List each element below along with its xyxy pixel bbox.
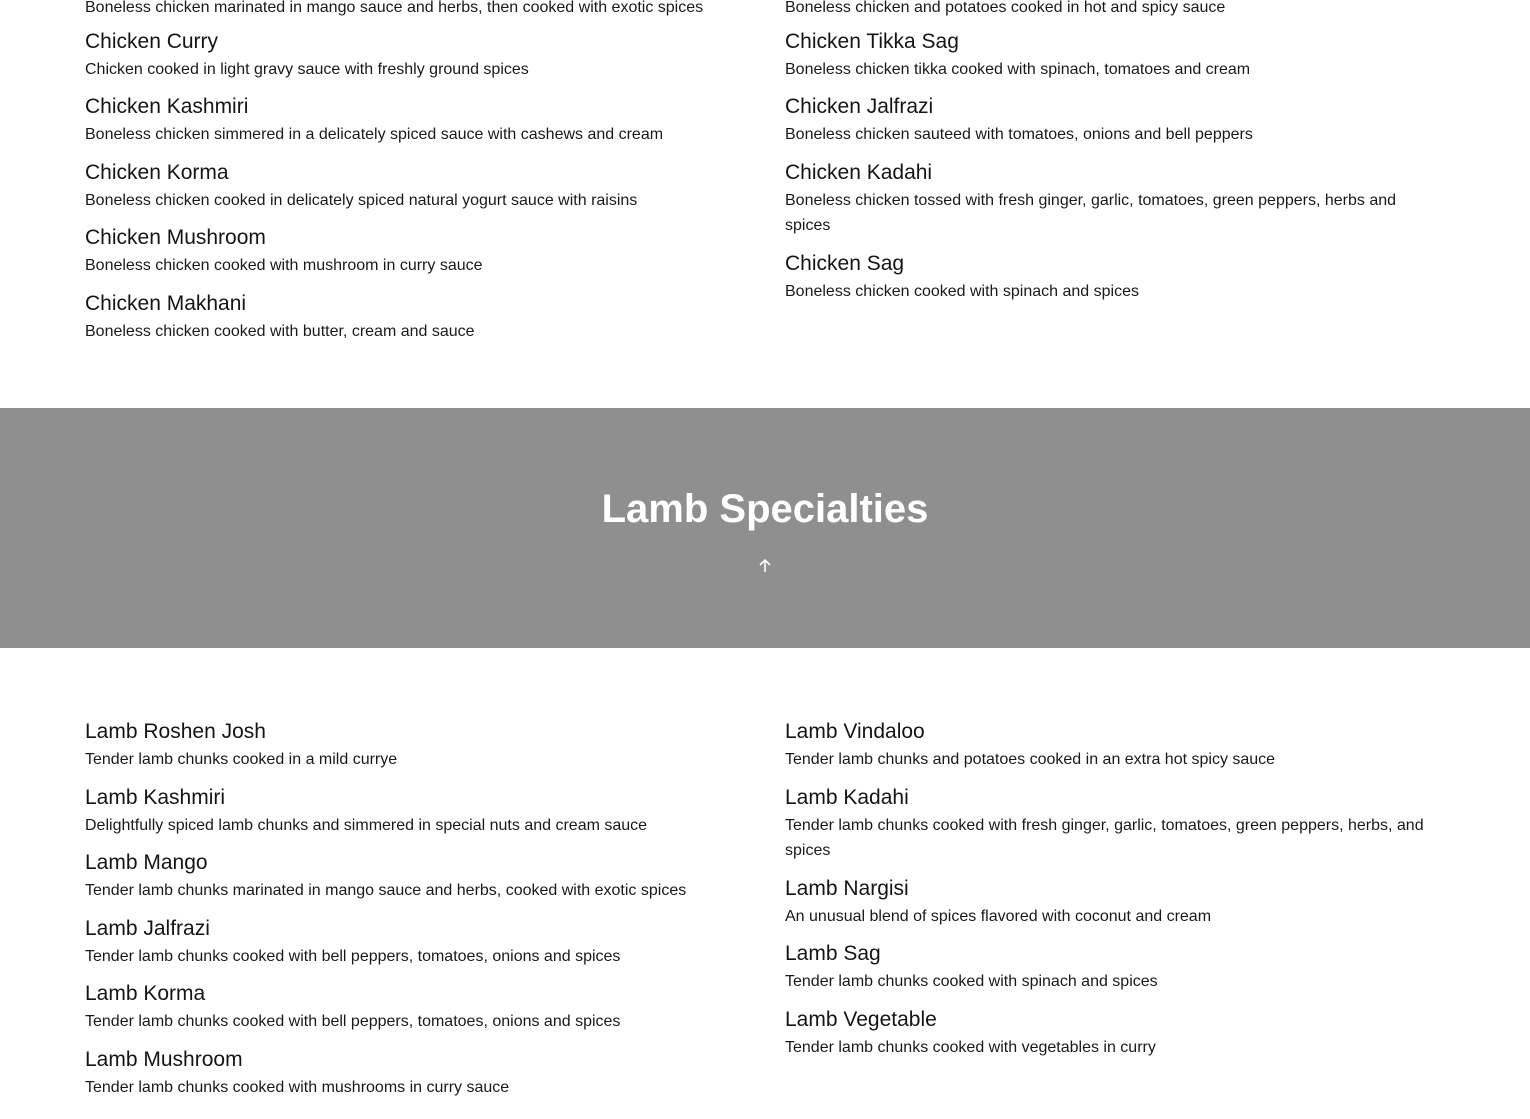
menu-item — [785, 875, 1445, 930]
chicken-specialties-section — [0, 0, 1530, 355]
menu-item — [785, 784, 1445, 864]
menu-item-description: Chicken cooked in light gravy sauce with freshly ground spices — [85, 60, 529, 78]
menu-item-description: Tender lamb chunks cooked with bell peppers, tomatoes, onions and spices — [85, 947, 621, 965]
section-title: Lamb Specialties — [601, 487, 929, 531]
menu-item — [785, 1006, 1445, 1061]
menu-item-name: Chicken Sag — [785, 251, 905, 275]
menu-item — [785, 940, 1445, 995]
menu-item-description: Tender lamb chunks cooked with mushrooms in curry sauce — [85, 1078, 510, 1096]
chicken-menu-columns — [0, 0, 1530, 355]
menu-item-description: Tender lamb chunks cooked with fresh ginger, garlic, tomatoes, green peppers, herbs, and spices — [785, 816, 1424, 859]
menu-item-name: Chicken Mushroom — [85, 226, 266, 249]
menu-item — [85, 93, 785, 148]
menu-item — [85, 849, 785, 904]
lamb-specialties-banner — [0, 408, 1530, 648]
lamb-left-column — [85, 718, 785, 1111]
menu-item-name: Chicken Jalfrazi — [785, 95, 934, 118]
menu-item-description: Tender lamb chunks cooked with bell peppers, tomatoes, onions and spices — [85, 1013, 621, 1030]
menu-item — [785, 28, 1445, 83]
menu-item-name: Lamb Mango — [85, 851, 208, 874]
menu-item-name: Chicken Curry — [85, 29, 219, 53]
menu-item-name: Chicken Korma — [85, 160, 229, 184]
menu-item-name: Chicken Kashmiri — [85, 95, 249, 118]
menu-item-name: Lamb Nargisi — [785, 876, 909, 900]
menu-item — [785, 159, 1445, 239]
menu-item — [85, 784, 785, 839]
menu-item-description: Boneless chicken and potatoes cooked in hot and spicy sauce — [785, 0, 1226, 16]
menu-item-name: Lamb Jalfrazi — [85, 916, 210, 940]
chicken-right-column — [785, 0, 1445, 355]
menu-item-description: An unusual blend of spices flavored with coconut and cream — [785, 907, 1212, 925]
menu-item-name: Chicken Makhani — [85, 291, 247, 315]
menu-item — [85, 718, 785, 773]
menu-item-name: Lamb Korma — [85, 982, 206, 1005]
menu-item-name: Lamb Kadahi — [785, 785, 909, 809]
menu-item-description: Boneless chicken cooked with butter, cream and sauce — [85, 322, 475, 340]
menu-item-description: Tender lamb chunks cooked with vegetables in curry — [785, 1038, 1156, 1056]
menu-item-description: Tender lamb chunks and potatoes cooked in an extra hot spicy sauce — [785, 751, 1276, 768]
menu-item-description: Boneless chicken marinated in mango sauce and herbs, then cooked with exotic spices — [85, 0, 704, 16]
menu-item — [85, 159, 785, 214]
menu-item — [785, 93, 1445, 148]
menu-item-name: Lamb Kashmiri — [85, 785, 226, 809]
menu-item-description: Boneless chicken cooked with mushroom in curry sauce — [85, 257, 483, 274]
menu-item — [785, 718, 1445, 773]
menu-item-name: Chicken Tikka Sag — [785, 29, 959, 53]
menu-item — [85, 290, 785, 345]
menu-item-description: Boneless chicken tossed with fresh ginger, garlic, tomatoes, green peppers, herbs and spices — [785, 191, 1397, 234]
arrow-up-icon[interactable] — [755, 556, 775, 576]
menu-item-description: Boneless chicken cooked with spinach and spices — [785, 282, 1139, 300]
menu-item — [785, 250, 1445, 305]
menu-item — [85, 915, 785, 970]
menu-item-name: Lamb Mushroom — [85, 1047, 243, 1071]
menu-item-name: Lamb Vegetable — [785, 1007, 937, 1031]
menu-item-description: Boneless chicken sauteed with tomatoes, onions and bell peppers — [785, 126, 1253, 143]
lamb-menu-columns — [0, 718, 1530, 1111]
menu-item-description: Delightfully spiced lamb chunks and simmered in special nuts and cream sauce — [85, 816, 648, 834]
menu-item — [85, 1046, 785, 1101]
lamb-specialties-section — [0, 718, 1530, 1111]
menu-item-name: Chicken Kadahi — [785, 160, 933, 184]
menu-item — [85, 224, 785, 279]
menu-item-description: Tender lamb chunks marinated in mango sauce and herbs, cooked with exotic spices — [85, 882, 687, 899]
lamb-right-column — [785, 718, 1445, 1111]
menu-item-description: Boneless chicken cooked in delicately spiced natural yogurt sauce with raisins — [85, 191, 638, 209]
menu-item-name: Lamb Roshen Josh — [85, 720, 266, 743]
menu-item-description: Tender lamb chunks cooked in a mild currye — [85, 751, 398, 768]
menu-item-description: Tender lamb chunks cooked with spinach and spices — [785, 973, 1158, 990]
menu-item — [85, 980, 785, 1035]
menu-item-name: Lamb Vindaloo — [785, 720, 925, 743]
menu-item-description: Boneless chicken simmered in a delicately spiced sauce with cashews and cream — [85, 126, 664, 143]
menu-item — [85, 28, 785, 83]
menu-item-description: Boneless chicken tikka cooked with spinach, tomatoes and cream — [785, 60, 1251, 78]
chicken-left-column — [85, 0, 785, 355]
menu-item-name: Lamb Sag — [785, 942, 881, 965]
